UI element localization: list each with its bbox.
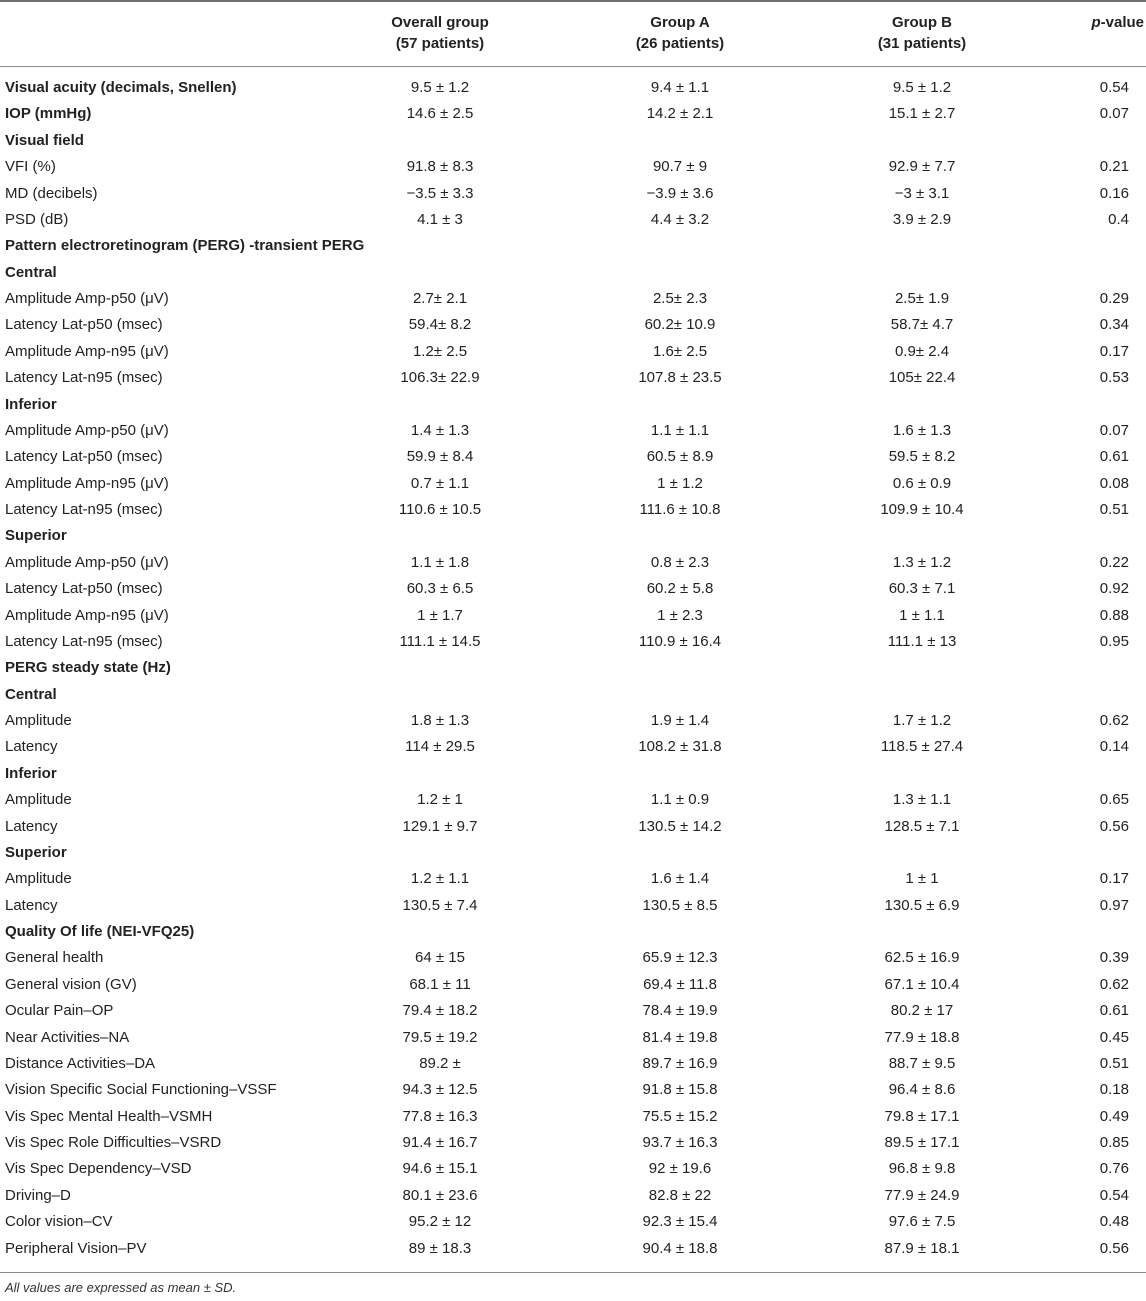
cell-group-b: 79.8 ± 17.1 bbox=[884, 1107, 960, 1125]
cell-group-a: 92 ± 19.6 bbox=[648, 1160, 712, 1178]
row-label: Amplitude Amp-n95 (μV) bbox=[5, 474, 169, 492]
table-body bbox=[0, 75, 1146, 1262]
cell-group-b: 97.6 ± 7.5 bbox=[888, 1213, 956, 1231]
header-p-suffix: -value bbox=[1100, 14, 1144, 31]
cell-group-a: 1.9 ± 1.4 bbox=[650, 712, 710, 729]
row-label: General health bbox=[5, 949, 104, 967]
cell-overall: 64 ± 15 bbox=[415, 949, 465, 967]
cell-overall: 94.3 ± 12.5 bbox=[402, 1081, 478, 1099]
cell-group-b: 1 ± 1.1 bbox=[899, 606, 945, 624]
cell-overall: 95.2 ± 12 bbox=[408, 1213, 472, 1231]
cell-overall: 1.2 ± 1.1 bbox=[410, 870, 470, 888]
section-row bbox=[0, 101, 1146, 127]
row-label: Superior bbox=[5, 843, 67, 861]
cell-p-value: 0.4 bbox=[1108, 210, 1129, 228]
cell-overall: 14.6 ± 2.5 bbox=[406, 105, 474, 123]
cell-overall: 114 ± 29.5 bbox=[405, 738, 475, 756]
row-label: Inferior bbox=[5, 764, 57, 782]
cell-group-b: 0.6 ± 0.9 bbox=[892, 474, 952, 492]
cell-overall: 80.1 ± 23.6 bbox=[402, 1186, 478, 1204]
table-row bbox=[0, 576, 1146, 602]
cell-p-value: 0.95 bbox=[1099, 632, 1129, 650]
cell-group-b: 59.5 ± 8.2 bbox=[888, 448, 956, 466]
cell-overall: 9.5 ± 1.2 bbox=[410, 79, 470, 96]
cell-overall: 1.1 ± 1.8 bbox=[410, 553, 470, 571]
cell-overall: 1.2 ± 1 bbox=[417, 791, 463, 809]
cell-overall: 91.8 ± 8.3 bbox=[406, 158, 474, 176]
cell-p-value: 0.18 bbox=[1099, 1081, 1129, 1099]
cell-group-a: 1 ± 2.3 bbox=[657, 606, 703, 624]
cell-p-value: 0.92 bbox=[1099, 580, 1129, 598]
row-label: Latency Lat-n95 (msec) bbox=[5, 501, 163, 518]
row-label: Latency bbox=[5, 896, 58, 914]
row-label: Distance Activities–DA bbox=[5, 1054, 156, 1072]
cell-group-b: 1.3 ± 1.2 bbox=[892, 553, 952, 571]
cell-overall: 89 ± 18.3 bbox=[408, 1239, 472, 1257]
cell-group-b: 77.9 ± 24.9 bbox=[884, 1186, 960, 1204]
cell-overall: 129.1 ± 9.7 bbox=[402, 817, 478, 835]
row-label: VFI (%) bbox=[5, 158, 56, 176]
row-label: Color vision–CV bbox=[5, 1213, 113, 1231]
section-row bbox=[0, 392, 1146, 418]
table-row bbox=[0, 418, 1146, 444]
cell-p-value: 0.53 bbox=[1099, 369, 1129, 387]
row-label: Latency bbox=[5, 817, 58, 835]
cell-overall: 4.1 ± 3 bbox=[417, 210, 463, 228]
cell-overall: 91.4 ± 16.7 bbox=[402, 1134, 478, 1151]
row-label: Driving–D bbox=[5, 1186, 71, 1204]
cell-group-a: 82.8 ± 22 bbox=[648, 1186, 712, 1204]
row-label: Vis Spec Role Difficulties–VSRD bbox=[5, 1134, 222, 1151]
cell-p-value: 0.76 bbox=[1099, 1160, 1129, 1178]
cell-group-b: 0.9± 2.4 bbox=[894, 342, 950, 360]
table-row bbox=[0, 365, 1146, 391]
row-label: IOP (mmHg) bbox=[5, 105, 92, 123]
cell-p-value: 0.08 bbox=[1099, 474, 1129, 492]
header-p-value bbox=[1040, 12, 1144, 33]
table-row bbox=[0, 814, 1146, 840]
table-row bbox=[0, 497, 1146, 523]
header-group-a bbox=[600, 12, 760, 54]
table-row bbox=[0, 1104, 1146, 1130]
table-row bbox=[0, 154, 1146, 180]
cell-group-b: 88.7 ± 9.5 bbox=[888, 1054, 956, 1072]
cell-group-a: 2.5± 2.3 bbox=[652, 290, 708, 307]
cell-overall: 130.5 ± 7.4 bbox=[402, 896, 478, 914]
cell-p-value: 0.45 bbox=[1099, 1028, 1129, 1046]
cell-group-a: 75.5 ± 15.2 bbox=[642, 1107, 718, 1125]
table-row bbox=[0, 787, 1146, 813]
header-overall-count: (57 patients) bbox=[395, 35, 485, 52]
cell-p-value: 0.34 bbox=[1099, 316, 1129, 334]
cell-p-value: 0.51 bbox=[1099, 1054, 1129, 1072]
section-row bbox=[0, 840, 1146, 866]
cell-group-b: 130.5 ± 6.9 bbox=[884, 896, 960, 914]
table-footnote: All values are expressed as mean ± SD. bbox=[5, 1280, 237, 1295]
table-row bbox=[0, 1156, 1146, 1182]
section-row bbox=[0, 919, 1146, 945]
cell-p-value: 0.61 bbox=[1099, 1002, 1129, 1020]
cell-overall: 79.4 ± 18.2 bbox=[402, 1002, 478, 1020]
cell-group-a: 60.2 ± 5.8 bbox=[646, 580, 714, 598]
table-row bbox=[0, 866, 1146, 892]
row-label: Amplitude bbox=[5, 791, 72, 809]
cell-overall: 1 ± 1.7 bbox=[417, 606, 463, 624]
cell-group-b: 111.1 ± 13 bbox=[887, 632, 957, 650]
row-label: Amplitude Amp-p50 (μV) bbox=[5, 553, 169, 571]
cell-p-value: 0.39 bbox=[1099, 949, 1129, 967]
row-label: Vis Spec Dependency–VSD bbox=[5, 1160, 192, 1178]
cell-overall: −3.5 ± 3.3 bbox=[406, 184, 474, 202]
cell-p-value: 0.29 bbox=[1099, 290, 1129, 307]
table-row bbox=[0, 1077, 1146, 1103]
cell-group-a: 4.4 ± 3.2 bbox=[650, 210, 710, 228]
cell-group-b: 1.3 ± 1.1 bbox=[892, 791, 952, 809]
cell-p-value: 0.16 bbox=[1099, 184, 1129, 202]
cell-p-value: 0.07 bbox=[1099, 105, 1129, 123]
cell-group-b: 87.9 ± 18.1 bbox=[884, 1239, 960, 1257]
row-label: Pattern electroretinogram (PERG) -transient PERG bbox=[5, 237, 365, 255]
cell-p-value: 0.56 bbox=[1099, 1239, 1129, 1257]
table-row bbox=[0, 312, 1146, 338]
table-row bbox=[0, 1209, 1146, 1235]
row-label: PSD (dB) bbox=[5, 210, 69, 228]
cell-p-value: 0.21 bbox=[1099, 158, 1129, 176]
cell-p-value: 0.22 bbox=[1099, 553, 1129, 571]
row-label: Amplitude bbox=[5, 712, 72, 729]
header-rule bbox=[0, 66, 1146, 67]
header-group-a-count: (26 patients) bbox=[635, 35, 725, 52]
row-label: Latency Lat-p50 (msec) bbox=[5, 316, 163, 334]
row-label: Near Activities–NA bbox=[5, 1028, 130, 1046]
cell-p-value: 0.85 bbox=[1099, 1134, 1129, 1151]
row-label: Ocular Pain–OP bbox=[5, 1002, 114, 1020]
cell-group-b: 1 ± 1 bbox=[905, 870, 939, 888]
table-row bbox=[0, 1025, 1146, 1051]
cell-group-a: 107.8 ± 23.5 bbox=[638, 369, 722, 387]
header-p-italic: p bbox=[1091, 14, 1101, 31]
cell-overall: 79.5 ± 19.2 bbox=[402, 1028, 478, 1046]
table-row bbox=[0, 339, 1146, 365]
row-label: Amplitude bbox=[5, 870, 72, 888]
cell-overall: 77.8 ± 16.3 bbox=[402, 1107, 478, 1125]
header-group-a-title: Group A bbox=[650, 14, 710, 31]
row-label: Latency Lat-n95 (msec) bbox=[5, 632, 163, 650]
row-label: Superior bbox=[5, 527, 67, 545]
cell-overall: 60.3 ± 6.5 bbox=[406, 580, 474, 598]
cell-p-value: 0.49 bbox=[1099, 1107, 1129, 1125]
cell-group-a: −3.9 ± 3.6 bbox=[646, 184, 714, 202]
cell-group-a: 9.4 ± 1.1 bbox=[650, 79, 710, 96]
cell-group-b: 128.5 ± 7.1 bbox=[884, 817, 960, 835]
row-label: Vision Specific Social Functioning–VSSF bbox=[5, 1081, 277, 1099]
cell-group-a: 0.8 ± 2.3 bbox=[650, 553, 710, 571]
cell-p-value: 0.88 bbox=[1099, 606, 1129, 624]
cell-group-a: 1.6± 2.5 bbox=[652, 342, 708, 360]
cell-p-value: 0.97 bbox=[1099, 896, 1129, 914]
cell-group-a: 14.2 ± 2.1 bbox=[646, 105, 714, 123]
table-bottom-rule bbox=[0, 1272, 1146, 1273]
cell-group-b: 1.7 ± 1.2 bbox=[892, 712, 952, 729]
cell-group-a: 92.3 ± 15.4 bbox=[642, 1213, 718, 1231]
cell-group-a: 1.6 ± 1.4 bbox=[650, 870, 710, 888]
cell-p-value: 0.51 bbox=[1099, 501, 1129, 518]
section-row bbox=[0, 523, 1146, 549]
header-group-b-count: (31 patients) bbox=[877, 35, 967, 52]
row-label: Central bbox=[5, 685, 57, 703]
header-group-b-title: Group B bbox=[892, 14, 952, 31]
header-overall-title: Overall group bbox=[391, 14, 489, 31]
table-row bbox=[0, 1130, 1146, 1156]
header-group-b bbox=[842, 12, 1002, 54]
cell-group-a: 65.9 ± 12.3 bbox=[642, 949, 718, 967]
row-label: Visual field bbox=[5, 131, 84, 149]
cell-p-value: 0.54 bbox=[1099, 79, 1129, 96]
section-row bbox=[0, 655, 1146, 681]
cell-group-b: 58.7± 4.7 bbox=[890, 316, 954, 334]
row-label: General vision (GV) bbox=[5, 975, 137, 993]
cell-group-a: 90.4 ± 18.8 bbox=[642, 1239, 718, 1257]
table-row bbox=[0, 734, 1146, 760]
cell-group-b: 9.5 ± 1.2 bbox=[892, 79, 952, 96]
cell-overall: 1.8 ± 1.3 bbox=[410, 712, 470, 729]
cell-group-b: 96.8 ± 9.8 bbox=[888, 1160, 956, 1178]
section-row bbox=[0, 761, 1146, 787]
cell-group-b: 60.3 ± 7.1 bbox=[888, 580, 956, 598]
cell-overall: 2.7± 2.1 bbox=[412, 290, 468, 307]
cell-group-a: 81.4 ± 19.8 bbox=[642, 1028, 718, 1046]
row-label: Amplitude Amp-p50 (μV) bbox=[5, 290, 169, 307]
cell-group-a: 130.5 ± 8.5 bbox=[642, 896, 718, 914]
cell-group-b: 67.1 ± 10.4 bbox=[884, 975, 960, 993]
row-label: Amplitude Amp-n95 (μV) bbox=[5, 342, 169, 360]
cell-p-value: 0.07 bbox=[1099, 421, 1129, 439]
cell-overall: 0.7 ± 1.1 bbox=[410, 474, 470, 492]
cell-group-b: 92.9 ± 7.7 bbox=[888, 158, 956, 176]
table-row bbox=[0, 972, 1146, 998]
cell-group-a: 110.9 ± 16.4 bbox=[638, 632, 722, 650]
cell-group-a: 1 ± 1.2 bbox=[657, 474, 703, 492]
cell-p-value: 0.56 bbox=[1099, 817, 1129, 835]
cell-group-b: 80.2 ± 17 bbox=[890, 1002, 954, 1020]
cell-group-a: 91.8 ± 15.8 bbox=[642, 1081, 718, 1099]
cell-overall: 111.1 ± 14.5 bbox=[399, 632, 481, 650]
cell-group-b: 1.6 ± 1.3 bbox=[892, 421, 952, 439]
cell-group-b: 105± 22.4 bbox=[888, 369, 956, 387]
table-row bbox=[0, 945, 1146, 971]
cell-p-value: 0.14 bbox=[1099, 738, 1129, 756]
table-row bbox=[0, 998, 1146, 1024]
row-label: Latency Lat-p50 (msec) bbox=[5, 448, 163, 466]
row-label: Peripheral Vision–PV bbox=[5, 1239, 147, 1257]
cell-group-b: 3.9 ± 2.9 bbox=[892, 210, 952, 228]
cell-p-value: 0.17 bbox=[1099, 870, 1129, 888]
cell-group-a: 69.4 ± 11.8 bbox=[643, 975, 717, 993]
cell-group-a: 1.1 ± 1.1 bbox=[650, 421, 710, 439]
cell-group-b: 2.5± 1.9 bbox=[894, 290, 950, 307]
cell-group-a: 1.1 ± 0.9 bbox=[650, 791, 710, 809]
section-row bbox=[0, 128, 1146, 154]
table-row bbox=[0, 1183, 1146, 1209]
row-label: Amplitude Amp-p50 (μV) bbox=[5, 421, 169, 439]
table-row bbox=[0, 207, 1146, 233]
cell-overall: 106.3± 22.9 bbox=[400, 369, 480, 387]
cell-group-a: 90.7 ± 9 bbox=[652, 158, 708, 176]
row-label: Vis Spec Mental Health–VSMH bbox=[5, 1107, 213, 1125]
cell-p-value: 0.54 bbox=[1099, 1186, 1129, 1204]
table-row bbox=[0, 603, 1146, 629]
cell-group-a: 89.7 ± 16.9 bbox=[642, 1054, 718, 1072]
cell-group-a: 60.2± 10.9 bbox=[644, 316, 716, 334]
table-row bbox=[0, 893, 1146, 919]
table-row bbox=[0, 550, 1146, 576]
cell-group-a: 60.5 ± 8.9 bbox=[646, 448, 714, 466]
cell-group-a: 130.5 ± 14.2 bbox=[638, 817, 722, 835]
row-label: Latency bbox=[5, 738, 58, 756]
cell-p-value: 0.61 bbox=[1099, 448, 1129, 466]
table-row bbox=[0, 629, 1146, 655]
cell-group-b: −3 ± 3.1 bbox=[894, 184, 950, 202]
row-label: Latency Lat-p50 (msec) bbox=[5, 580, 163, 598]
cell-overall: 1.2± 2.5 bbox=[412, 342, 468, 360]
cell-group-a: 111.6 ± 10.8 bbox=[639, 501, 721, 518]
cell-group-b: 109.9 ± 10.4 bbox=[880, 501, 964, 518]
cell-overall: 68.1 ± 11 bbox=[409, 975, 471, 993]
cell-p-value: 0.48 bbox=[1099, 1213, 1129, 1231]
cell-overall: 59.4± 8.2 bbox=[408, 316, 472, 334]
cell-group-b: 77.9 ± 18.8 bbox=[884, 1028, 960, 1046]
row-label: Central bbox=[5, 263, 57, 281]
cell-group-a: 78.4 ± 19.9 bbox=[642, 1002, 718, 1020]
cell-group-b: 62.5 ± 16.9 bbox=[884, 949, 960, 967]
table-row bbox=[0, 181, 1146, 207]
section-row bbox=[0, 233, 1146, 259]
cell-group-b: 96.4 ± 8.6 bbox=[888, 1081, 956, 1099]
cell-group-a: 93.7 ± 16.3 bbox=[642, 1134, 718, 1151]
row-label: Quality Of life (NEI-VFQ25) bbox=[5, 923, 195, 940]
table-row bbox=[0, 286, 1146, 312]
table-row bbox=[0, 1236, 1146, 1262]
cell-overall: 94.6 ± 15.1 bbox=[402, 1160, 478, 1178]
cell-overall: 89.2 ± bbox=[419, 1054, 461, 1072]
section-row bbox=[0, 682, 1146, 708]
table-row bbox=[0, 708, 1146, 734]
cell-p-value: 0.65 bbox=[1099, 791, 1129, 809]
row-label: MD (decibels) bbox=[5, 184, 98, 202]
cell-overall: 59.9 ± 8.4 bbox=[406, 448, 474, 466]
cell-group-b: 118.5 ± 27.4 bbox=[880, 738, 964, 756]
header-overall-group bbox=[360, 12, 520, 54]
section-row bbox=[0, 260, 1146, 286]
cell-group-a: 108.2 ± 31.8 bbox=[638, 738, 722, 756]
cell-p-value: 0.62 bbox=[1099, 975, 1129, 993]
cell-overall: 110.6 ± 10.5 bbox=[398, 501, 482, 518]
cell-p-value: 0.17 bbox=[1099, 342, 1129, 360]
table-header bbox=[0, 0, 1146, 66]
cell-p-value: 0.62 bbox=[1099, 712, 1129, 729]
row-label: Visual acuity (decimals, Snellen) bbox=[5, 79, 237, 96]
row-label: Latency Lat-n95 (msec) bbox=[5, 369, 163, 387]
cell-overall: 1.4 ± 1.3 bbox=[410, 421, 470, 439]
cell-group-b: 15.1 ± 2.7 bbox=[888, 105, 956, 123]
row-label: PERG steady state (Hz) bbox=[5, 659, 171, 677]
row-label: Inferior bbox=[5, 395, 57, 413]
table-row bbox=[0, 444, 1146, 470]
section-row bbox=[0, 75, 1146, 101]
table-row bbox=[0, 1051, 1146, 1077]
table-row bbox=[0, 471, 1146, 497]
row-label: Amplitude Amp-n95 (μV) bbox=[5, 606, 169, 624]
cell-group-b: 89.5 ± 17.1 bbox=[884, 1134, 960, 1151]
